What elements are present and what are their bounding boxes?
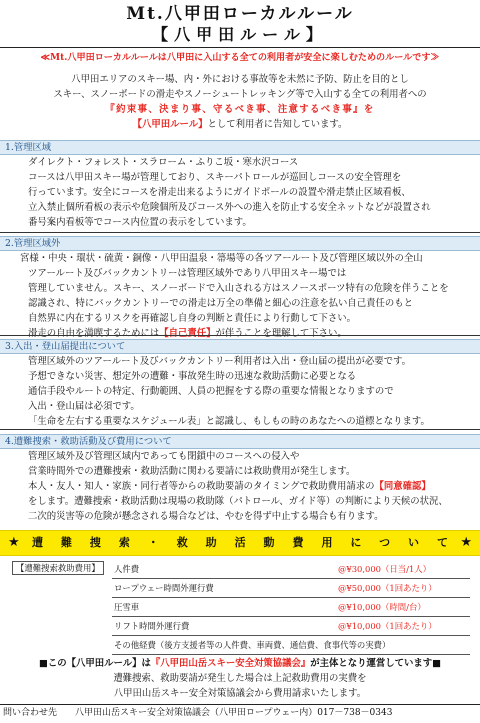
intro-text xyxy=(0,72,480,132)
page-subtitle: 【八甲田ルール】 xyxy=(152,25,328,44)
fee-price: @¥10,000（時間/台） xyxy=(338,602,426,612)
section-line: 管理区域外のツアールート及びバックカントリー利用者は入出・登山届の提出が必要です。 xyxy=(28,356,411,367)
section-line: 本人・友人・知人・家族・同行者等からの救助要請のタイミングで救助費用請求の xyxy=(28,481,375,492)
fee-row xyxy=(112,598,470,617)
section-body xyxy=(0,449,480,524)
section-line: 宮様・中央・環状・硫黄・銅像・八甲田温泉・箒場等の各ツアールート及び管理区域以外の全山 xyxy=(20,253,423,264)
star-icon: ★ xyxy=(8,535,20,550)
fee-item: 圧雪車 xyxy=(114,602,140,612)
fee-item: リフト時間外運行費 xyxy=(114,621,190,631)
section-line: ダイレクト・フォレスト・スラローム・ふりこ坂・寒水沢コース xyxy=(28,157,299,168)
contact-label: 問い合わせ先 xyxy=(3,708,58,718)
fee-price: @¥50,000（1回あたり） xyxy=(338,583,437,593)
section-line: 二次的災害等の危険が懸念される場合などは、やむを得ず中止する場合も有ります。 xyxy=(28,511,384,522)
notice-text: ■この【八甲田ルール】は xyxy=(39,658,151,669)
fee-item: 人件費 xyxy=(114,564,140,574)
fee-price: @¥30,000（日当/1人） xyxy=(338,564,432,574)
notice-line: 遭難捜索、救助要請が発生した場合は上記救助費用の実費を xyxy=(113,673,367,684)
section-line: ツアールート及びバックカントリーは管理区域外であり八甲田スキー場では xyxy=(28,268,347,279)
section-outside-area xyxy=(0,236,480,341)
section-body xyxy=(0,251,480,341)
section-line: をします。遭難捜索・救助活動は現場の救助隊（パトロール、ガイド等）の判断により天候の状況、 xyxy=(28,496,448,507)
section-line: が伴うことを理解して下さい。 xyxy=(215,328,347,339)
section-line: 自然界に内在するリスクを再確認し自身の判断と責任により行動して下さい。 xyxy=(28,313,356,324)
section-heading: 1.管理区域 xyxy=(0,140,480,155)
intro-line: として利用者に告知しています。 xyxy=(207,119,348,130)
section-rescue-costs xyxy=(0,434,480,524)
banner-title: 遭難捜索・救助活動費用について xyxy=(32,536,448,549)
fee-row xyxy=(112,617,470,636)
section-line: 予想できない災害、想定外の遭難・事故発生時の迅速な救助活動に必要となる xyxy=(28,371,357,382)
section-line: 「生命を左右する重要なスケジュール表」と認識し、もしもの時のあなたへの道標となります。 xyxy=(28,416,430,427)
section-line: 入出・登山届は必須です。 xyxy=(28,401,140,412)
intro-line: 八甲田エリアのスキー場、内・外における事故等を未然に予防、防止を目的とし xyxy=(71,74,409,85)
section-line: 管理していません。スキー、スノーボードで入山される方はスノースポーツ特有の危険を伴うことを xyxy=(28,283,449,294)
section-divider xyxy=(0,429,480,430)
section-line: 立入禁止個所看板の表示や危険個所及びコース外への進入を防止する安全ネットなどが設置され xyxy=(28,202,431,213)
self-responsibility-text: 【自己責任】 xyxy=(159,328,216,339)
notice-text: が主体となり運営しています■ xyxy=(310,658,441,669)
section-managed-area xyxy=(0,140,480,230)
section-line: 管理区域外及び管理区域内であっても閉鎖中のコースへの侵入や xyxy=(28,451,300,462)
title-divider xyxy=(0,47,480,48)
footer-divider xyxy=(0,704,480,705)
fee-row xyxy=(112,560,470,579)
organizer-notice xyxy=(0,656,480,701)
section-divider xyxy=(0,232,480,233)
section-climbing-notice xyxy=(0,339,480,429)
fee-table xyxy=(112,560,470,655)
contact-info xyxy=(3,707,392,720)
intro-rule-name: 【八甲田ルール】 xyxy=(132,119,208,130)
section-heading: 3.入出・登山届提出について xyxy=(0,339,480,354)
council-name: 『八甲田山岳スキー安全対策協議会』 xyxy=(150,658,311,669)
notice-line: 八甲田山岳スキー安全対策協議会から費用請求いたします。 xyxy=(113,688,367,699)
star-icon: ★ xyxy=(460,535,472,550)
section-heading: 2.管理区域外 xyxy=(0,236,480,251)
section-line: 認識され、特にバックカントリーでの滑走は万全の準備と細心の注意を払い自己責任のもと xyxy=(28,298,413,309)
page-title: Mt.八甲田ローカルルール xyxy=(126,4,354,24)
section-line: 番号案内看板等でコース内位置の表示をしています。 xyxy=(28,217,252,228)
section-line: 通信手段やルートの特定、行動範囲、人員の把握をする際の重要な情報となりますので xyxy=(28,386,394,397)
intro-line: スキー、スノーボードの滑走やスノーシュートレッキング等で入山する全ての利用者への xyxy=(53,89,427,100)
intro-promise-text: 『約束事、決まり事、守るべき事、注意するべき事』を xyxy=(105,104,375,115)
section-line: 行っています。安全にコースを滑走出来るようにガイドポールの設置や滑走禁止区域看板、 xyxy=(28,187,411,198)
contact-value: 八甲田山岳スキー安全対策協議会（八甲田ロープウェー内）017－738－0343 xyxy=(75,708,393,718)
fee-row xyxy=(112,636,470,655)
section-line: 営業時間外での遭難捜索・救助活動に関わる要請には救助費用が発生します。 xyxy=(28,466,356,477)
fee-price: @¥10,000（1回あたり） xyxy=(338,621,437,631)
section-line: 滑走の自由を満喫するためには xyxy=(28,328,160,339)
fee-row xyxy=(112,579,470,598)
fee-item: その他経費（後方支援者等の人件費、車両費、通信費、食事代等の実費） xyxy=(114,640,391,650)
section-line: コースは八甲田スキー場が管理しており、スキーパトロールが巡回しコースの安全管理を xyxy=(28,172,402,183)
fee-item: ロープウェー時間外運行費 xyxy=(114,583,214,593)
section-heading: 4.遭難捜索・救助活動及び費用について xyxy=(0,434,480,449)
consent-confirmation-text: 【同意確認】 xyxy=(374,481,431,492)
section-body xyxy=(0,354,480,429)
rescue-cost-banner xyxy=(0,530,480,556)
fee-table-label: 【遭難捜索救助費用】 xyxy=(12,561,104,575)
slogan: ≪Mt.八甲田ローカルルールは八甲田に入山する全ての利用者が安全に楽しむためのルールです≫ xyxy=(40,52,440,63)
section-divider xyxy=(0,335,480,336)
section-body xyxy=(0,155,480,230)
